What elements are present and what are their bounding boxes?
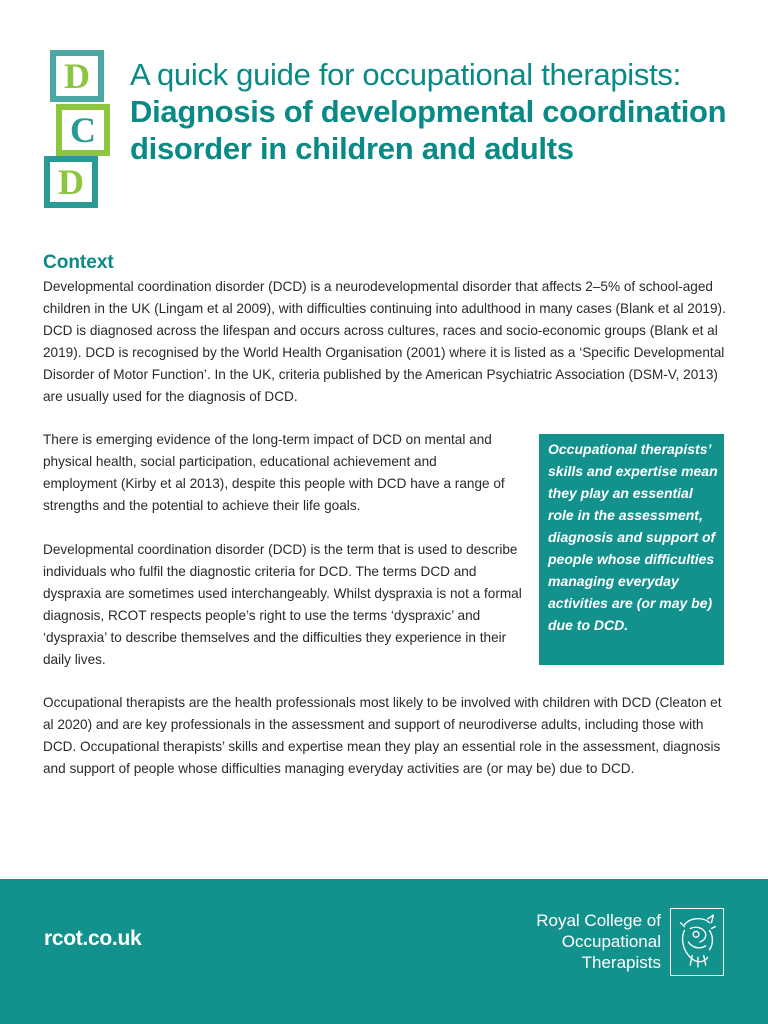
footer-bar <box>0 879 768 1024</box>
dcd-logo <box>44 50 114 210</box>
context-paragraph-3: Developmental coordination disorder (DCD) is the term that is used to describe individuals who fulfil the diagnostic criteria for DCD. The terms DCD and dyspraxia are sometimes used interchangeably. Whilst dyspraxia is not a formal diagnosis, RCOT respects people’s right to use the terms ‘dyspraxic’ and ‘dyspraxia’ to describe themselves and the difficulties they experience in their daily lives. <box>43 542 522 667</box>
pull-quote-text: Occupational therapists’ skills and expertise mean they play an essential role in the assessment, diagnosis and support of people whose difficulties managing everyday activities are (or may be) due to DCD. <box>548 441 718 633</box>
footer-url-link[interactable]: rcot.co.uk <box>44 927 142 950</box>
org-name <box>536 910 661 973</box>
org-name-line-1: Royal College of <box>536 911 661 930</box>
logo-block-d-top: D <box>50 50 104 102</box>
context-heading: Context <box>43 252 114 273</box>
logo-block-d-bottom: D <box>44 156 98 208</box>
context-paragraph-4: Occupational therapists are the health professionals most likely to be involved with children with DCD (Cleaton et al 2020) and are key professionals in the assessment and support of neurodiverse adults, including those with DCD. Occupational therapists’ skills and expertise mean they play an essential role in the assessment, diagnosis and support of people whose difficulties managing everyday activities are (or may be) due to DCD. <box>43 695 722 776</box>
logo-block-c: C <box>56 104 110 156</box>
org-name-line-3: Therapists <box>581 953 661 972</box>
pull-quote-box <box>539 434 724 665</box>
org-name-line-2: Occupational <box>561 932 661 951</box>
context-paragraph-2: There is emerging evidence of the long-term impact of DCD on mental and physical health, social participation, educational achievement and employment (Kirby et al 2013), despite this people with DCD have a range of strengths and the potential to achieve their life goals. <box>43 432 505 513</box>
page-title <box>130 56 730 167</box>
title-light: A quick guide for occupational therapists: <box>130 57 681 92</box>
context-paragraph-1: Developmental coordination disorder (DCD) is a neurodevelopmental disorder that affects 2–5% of school-aged children in the UK (Lingam et al 2009), with difficulties continuing into adulthood in many cases (Blank et al 2019). DCD is diagnosed across the lifespan and occurs across cultures, races and socio-economic groups (Blank et al 2019). DCD is recognised by the World Health Organisation (2001) where it is listed as a ‘Specific Developmental Disorder of Motor Function’. In the UK, criteria published by the American Psychiatric Association (DSM-V, 2013) are usually used for the diagnosis of DCD. <box>43 279 726 404</box>
title-bold: Diagnosis of developmental coordination disorder in children and adults <box>130 94 727 166</box>
rcot-crest-icon <box>670 908 724 976</box>
